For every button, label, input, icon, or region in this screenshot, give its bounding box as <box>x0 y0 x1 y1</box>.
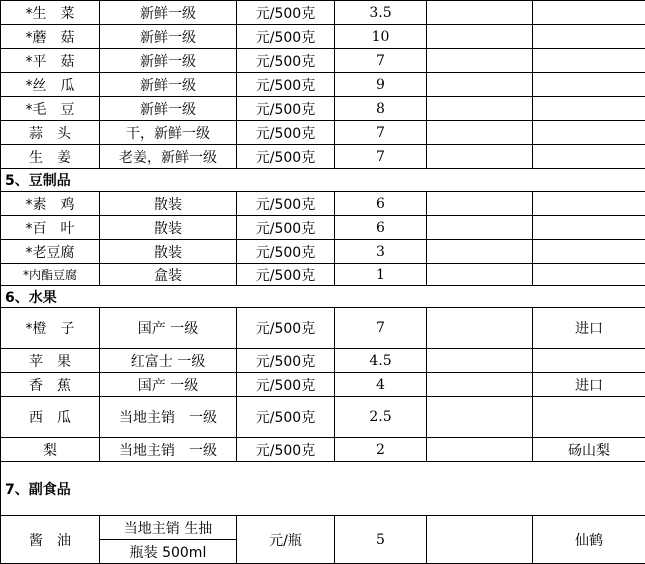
item-note-cell <box>533 97 645 121</box>
item-grade-cell: 红富士 一级 <box>100 349 237 373</box>
item-price-cell: 7 <box>335 145 427 169</box>
table-body <box>1 1 645 564</box>
item-note-cell <box>533 192 645 216</box>
item-grade-cell: 新鲜一级 <box>100 73 237 97</box>
item-price-cell: 2 <box>335 438 427 462</box>
item-extra-cell <box>427 25 533 49</box>
item-grade-cell: 国产 一级 <box>100 373 237 397</box>
section-row <box>1 169 645 192</box>
item-grade-line1-cell: 当地主销 生抽 <box>100 516 237 540</box>
table-row <box>1 121 645 145</box>
item-extra-cell <box>427 308 533 349</box>
item-extra-cell <box>427 97 533 121</box>
item-unit-cell: 元/500克 <box>237 192 335 216</box>
table-row <box>1 145 645 169</box>
item-price-cell: 6 <box>335 216 427 240</box>
item-name-cell: 梨 <box>1 438 100 462</box>
item-unit-cell: 元/500克 <box>237 121 335 145</box>
table-row <box>1 308 645 349</box>
item-grade-cell: 散装 <box>100 192 237 216</box>
item-name-cell: *毛 豆 <box>1 97 100 121</box>
table-row <box>1 192 645 216</box>
item-extra-cell <box>427 49 533 73</box>
item-extra-cell <box>427 438 533 462</box>
item-grade-line2-cell: 瓶装 500ml <box>100 540 237 564</box>
item-unit-cell: 元/500克 <box>237 25 335 49</box>
item-unit-cell: 元/500克 <box>237 308 335 349</box>
item-price-cell: 6 <box>335 192 427 216</box>
item-note-cell: 仙鹤 <box>533 516 645 564</box>
item-grade-cell: 盒装 <box>100 264 237 286</box>
item-price-cell: 5 <box>335 516 427 564</box>
table-row <box>1 264 645 286</box>
item-grade-cell: 新鲜一级 <box>100 25 237 49</box>
item-extra-cell <box>427 192 533 216</box>
item-unit-cell: 元/500克 <box>237 73 335 97</box>
table-row <box>1 1 645 25</box>
table-row <box>1 97 645 121</box>
item-unit-cell: 元/500克 <box>237 397 335 438</box>
item-extra-cell <box>427 216 533 240</box>
item-unit-cell: 元/500克 <box>237 1 335 25</box>
item-price-cell: 4.5 <box>335 349 427 373</box>
table-row <box>1 73 645 97</box>
item-grade-cell: 老姜，新鲜一级 <box>100 145 237 169</box>
item-price-cell: 4 <box>335 373 427 397</box>
item-grade-cell: 干，新鲜一级 <box>100 121 237 145</box>
item-note-cell: 砀山梨 <box>533 438 645 462</box>
item-unit-cell: 元/500克 <box>237 438 335 462</box>
item-grade-cell: 国产 一级 <box>100 308 237 349</box>
table-row <box>1 349 645 373</box>
table-row <box>1 25 645 49</box>
item-grade-cell: 散装 <box>100 240 237 264</box>
item-name-cell: *素 鸡 <box>1 192 100 216</box>
item-price-cell: 1 <box>335 264 427 286</box>
item-extra-cell <box>427 1 533 25</box>
item-name-cell: *百 叶 <box>1 216 100 240</box>
section-row-sidefood <box>1 462 645 516</box>
table-row <box>1 397 645 438</box>
item-unit-cell: 元/瓶 <box>237 516 335 564</box>
item-price-cell: 7 <box>335 121 427 145</box>
item-price-cell: 7 <box>335 49 427 73</box>
item-extra-cell <box>427 373 533 397</box>
item-unit-cell: 元/500克 <box>237 349 335 373</box>
item-note-cell <box>533 240 645 264</box>
item-name-cell: *生 菜 <box>1 1 100 25</box>
table-row <box>1 216 645 240</box>
item-note-cell <box>533 121 645 145</box>
item-unit-cell: 元/500克 <box>237 264 335 286</box>
item-note-cell <box>533 349 645 373</box>
item-extra-cell <box>427 240 533 264</box>
item-name-cell: 西 瓜 <box>1 397 100 438</box>
item-extra-cell <box>427 264 533 286</box>
table-row <box>1 438 645 462</box>
item-note-cell <box>533 1 645 25</box>
table-row <box>1 373 645 397</box>
item-price-cell: 3.5 <box>335 1 427 25</box>
item-price-cell: 2.5 <box>335 397 427 438</box>
item-name-cell: *蘑 菇 <box>1 25 100 49</box>
item-price-cell: 8 <box>335 97 427 121</box>
item-price-cell: 7 <box>335 308 427 349</box>
item-name-cell: *内酯豆腐 <box>1 264 100 286</box>
item-name-cell: 生 姜 <box>1 145 100 169</box>
section-title: 5、豆制品 <box>1 169 645 192</box>
item-note-cell <box>533 49 645 73</box>
item-unit-cell: 元/500克 <box>237 49 335 73</box>
item-extra-cell <box>427 516 533 564</box>
item-unit-cell: 元/500克 <box>237 373 335 397</box>
table-row-soy-sauce <box>1 516 645 540</box>
item-name-cell: *丝 瓜 <box>1 73 100 97</box>
item-name-cell: *平 菇 <box>1 49 100 73</box>
item-name-cell: 酱 油 <box>1 516 100 564</box>
item-note-cell <box>533 25 645 49</box>
table-row <box>1 240 645 264</box>
item-note-cell <box>533 216 645 240</box>
item-note-cell <box>533 264 645 286</box>
section-row <box>1 286 645 308</box>
item-extra-cell <box>427 121 533 145</box>
item-note-cell <box>533 397 645 438</box>
item-price-cell: 10 <box>335 25 427 49</box>
section-title: 6、水果 <box>1 286 645 308</box>
item-grade-cell: 当地主销 一级 <box>100 397 237 438</box>
item-name-cell: 蒜 头 <box>1 121 100 145</box>
item-name-cell: *橙 子 <box>1 308 100 349</box>
item-unit-cell: 元/500克 <box>237 240 335 264</box>
table-row <box>1 49 645 73</box>
item-name-cell: *老豆腐 <box>1 240 100 264</box>
item-unit-cell: 元/500克 <box>237 216 335 240</box>
item-extra-cell <box>427 397 533 438</box>
item-name-cell: 香 蕉 <box>1 373 100 397</box>
item-note-cell: 进口 <box>533 373 645 397</box>
item-extra-cell <box>427 145 533 169</box>
item-unit-cell: 元/500克 <box>237 145 335 169</box>
item-price-cell: 9 <box>335 73 427 97</box>
item-note-cell: 进口 <box>533 308 645 349</box>
item-unit-cell: 元/500克 <box>237 97 335 121</box>
section-title-sidefood: 7、副食品 <box>1 462 645 516</box>
item-grade-cell: 散装 <box>100 216 237 240</box>
item-name-cell: 苹 果 <box>1 349 100 373</box>
item-extra-cell <box>427 349 533 373</box>
item-grade-cell: 当地主销 一级 <box>100 438 237 462</box>
item-grade-cell: 新鲜一级 <box>100 1 237 25</box>
item-note-cell <box>533 145 645 169</box>
item-price-cell: 3 <box>335 240 427 264</box>
item-grade-cell: 新鲜一级 <box>100 97 237 121</box>
item-extra-cell <box>427 73 533 97</box>
item-grade-cell: 新鲜一级 <box>100 49 237 73</box>
item-note-cell <box>533 73 645 97</box>
